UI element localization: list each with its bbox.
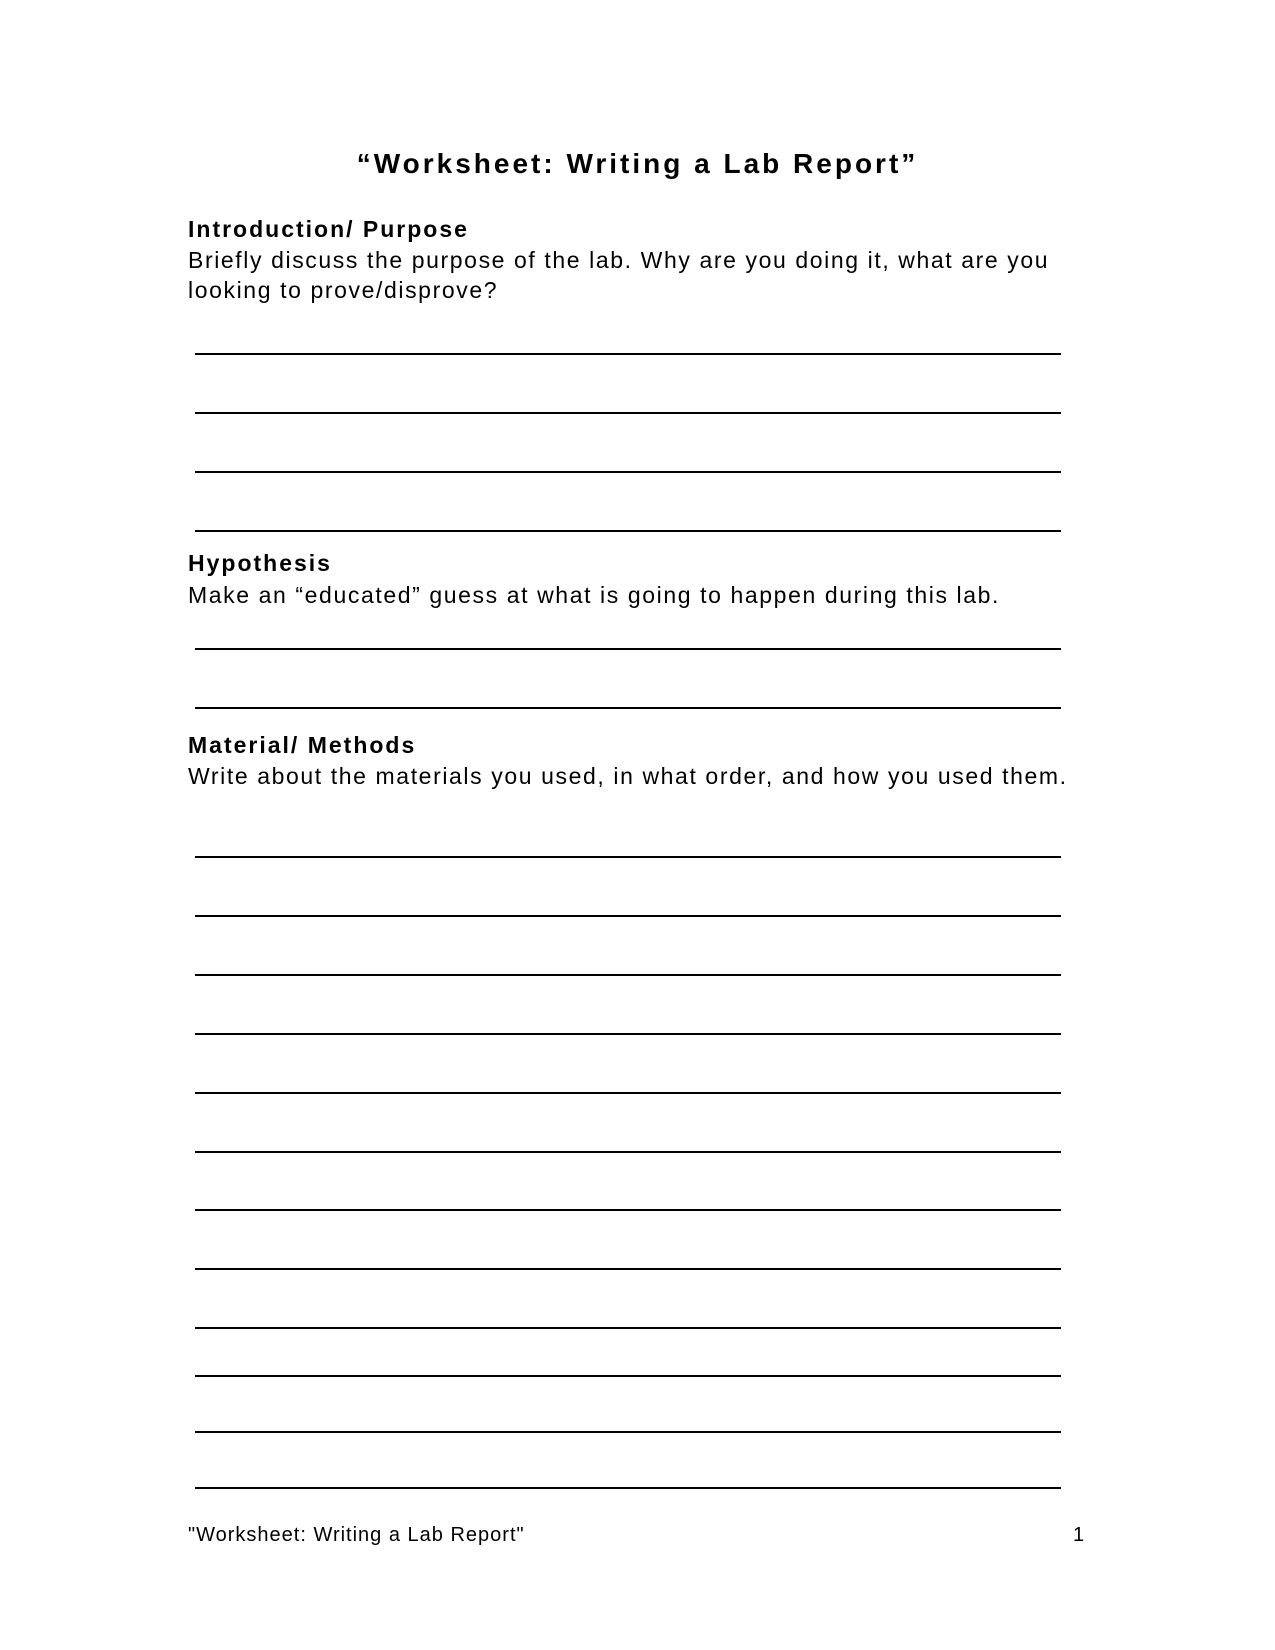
introduction-answer-line[interactable] [195, 471, 1061, 473]
section-hypothesis-heading: Hypothesis [188, 550, 332, 576]
methods-answer-line[interactable] [195, 1033, 1061, 1035]
hypothesis-answer-line[interactable] [195, 707, 1061, 709]
hypothesis-answer-line[interactable] [195, 648, 1061, 650]
introduction-answer-line[interactable] [195, 530, 1061, 532]
methods-answer-line[interactable] [195, 1151, 1061, 1153]
methods-answer-line[interactable] [195, 1327, 1061, 1329]
worksheet-title: “Worksheet: Writing a Lab Report” [356, 148, 919, 179]
introduction-answer-line[interactable] [195, 412, 1061, 414]
methods-answer-line[interactable] [195, 974, 1061, 976]
methods-answer-line[interactable] [195, 1487, 1061, 1489]
section-introduction-heading: Introduction/ Purpose [188, 216, 469, 242]
page-number: 1 [1073, 1524, 1085, 1546]
introduction-answer-line[interactable] [195, 353, 1061, 355]
methods-answer-line[interactable] [195, 856, 1061, 858]
methods-answer-line[interactable] [195, 1092, 1061, 1094]
methods-answer-line[interactable] [195, 1209, 1061, 1211]
section-hypothesis-prompt: Make an “educated” guess at what is going to happen during this lab. [188, 582, 1001, 608]
methods-answer-line[interactable] [195, 1268, 1061, 1270]
section-introduction-prompt: Briefly discuss the purpose of the lab. Why are you doing it, what are you looking to prove/disprove? [188, 247, 1050, 303]
methods-answer-line[interactable] [195, 915, 1061, 917]
section-methods-heading: Material/ Methods [188, 732, 417, 758]
methods-answer-line[interactable] [195, 1375, 1061, 1377]
methods-answer-line[interactable] [195, 1431, 1061, 1433]
footer-title: "Worksheet: Writing a Lab Report" [188, 1524, 525, 1546]
section-methods-prompt: Write about the materials you used, in what order, and how you used them. [188, 763, 1068, 789]
